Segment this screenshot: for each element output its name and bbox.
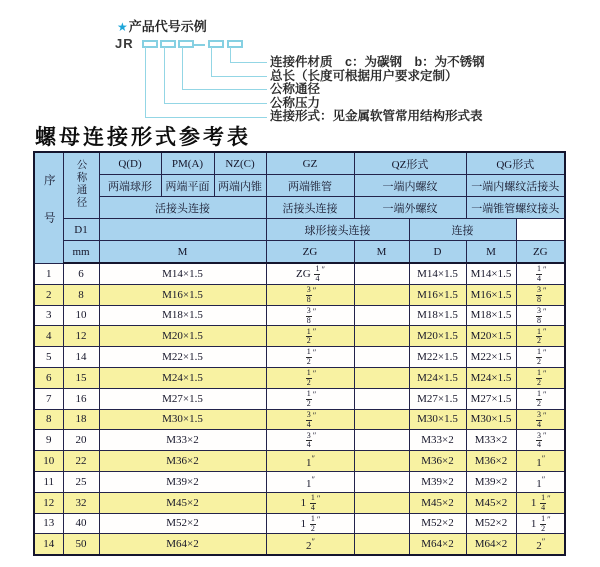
col-subheader-gz: 两端锥管 bbox=[266, 175, 354, 197]
cell-qg_m: M22×1.5 bbox=[466, 347, 516, 368]
header-unit-m-left: M bbox=[99, 241, 266, 264]
cell-qz_m bbox=[354, 284, 409, 305]
table-row bbox=[34, 492, 565, 513]
cell-qz_d: M14×1.5 bbox=[409, 263, 466, 284]
cell-zg: ZG $\frac{1}{4}$ ″ bbox=[266, 263, 354, 284]
col-subheader-q: 两端球形 bbox=[99, 175, 161, 197]
cell-qg_m: M64×2 bbox=[466, 534, 516, 555]
cell-qz_d: M20×1.5 bbox=[409, 326, 466, 347]
cell-qg_m: M14×1.5 bbox=[466, 263, 516, 284]
col-subheader-qz2: 一端外螺纹 bbox=[354, 197, 466, 219]
cell-qg_m: M45×2 bbox=[466, 492, 516, 513]
cell-zg: $\frac{1}{2}$ ″ bbox=[266, 326, 354, 347]
cell-qz_d: M16×1.5 bbox=[409, 284, 466, 305]
cell-dn: 14 bbox=[63, 347, 99, 368]
cell-seq: 8 bbox=[34, 409, 63, 430]
header-row-4 bbox=[34, 219, 565, 241]
cell-qg_zg: $\frac{1}{2}$ ″ bbox=[516, 388, 565, 409]
cell-m: M22×1.5 bbox=[99, 347, 266, 368]
table-row bbox=[34, 430, 565, 451]
cell-m: M30×1.5 bbox=[99, 409, 266, 430]
table-body bbox=[34, 263, 565, 555]
cell-m: M16×1.5 bbox=[99, 284, 266, 305]
cell-qg_m: M30×1.5 bbox=[466, 409, 516, 430]
cell-qz_d: M39×2 bbox=[409, 471, 466, 492]
cell-zg: $\frac{1}{2}$ ″ bbox=[266, 388, 354, 409]
header-qg-connection: 连接 bbox=[409, 219, 516, 241]
cell-qz_d: M64×2 bbox=[409, 534, 466, 555]
cell-qg_zg: 2″ bbox=[516, 534, 565, 555]
table-row bbox=[34, 347, 565, 368]
star-icon: ★ bbox=[117, 20, 128, 34]
cell-qz_d: M18×1.5 bbox=[409, 305, 466, 326]
header-unit-m-qg: M bbox=[466, 241, 516, 264]
connector-line bbox=[164, 103, 267, 104]
cell-qz_m bbox=[354, 305, 409, 326]
col-subheader-pm: 两端平面 bbox=[161, 175, 214, 197]
col-header-qg: QG形式 bbox=[466, 152, 565, 175]
cell-seq: 11 bbox=[34, 471, 63, 492]
table-title: 螺母连接形式参考表 bbox=[35, 124, 251, 149]
cell-qg_zg: $\frac{3}{8}$ ″ bbox=[516, 305, 565, 326]
cell-qg_m: M16×1.5 bbox=[466, 284, 516, 305]
connector-line bbox=[182, 47, 183, 89]
cell-qg_zg: 1″ bbox=[516, 471, 565, 492]
header-unit-d-qz: D bbox=[409, 241, 466, 264]
diagram-label-diameter: 公称通径 bbox=[270, 82, 321, 96]
cell-seq: 10 bbox=[34, 451, 63, 472]
table-row bbox=[34, 513, 565, 534]
cell-dn: 32 bbox=[63, 492, 99, 513]
cell-qg_m: M39×2 bbox=[466, 471, 516, 492]
cell-qz_d: M22×1.5 bbox=[409, 347, 466, 368]
cell-zg: 1″ bbox=[266, 451, 354, 472]
cell-zg: $\frac{3}{8}$ ″ bbox=[266, 284, 354, 305]
cell-qg_zg: 1″ bbox=[516, 451, 565, 472]
cell-dn: 50 bbox=[63, 534, 99, 555]
col-header-nz: NZ(C) bbox=[214, 152, 266, 175]
code-box-2 bbox=[160, 40, 176, 48]
cell-m: M24×1.5 bbox=[99, 367, 266, 388]
cell-qz_d: M33×2 bbox=[409, 430, 466, 451]
cell-qg_zg: $\frac{1}{2}$ ″ bbox=[516, 326, 565, 347]
cell-dn: 10 bbox=[63, 305, 99, 326]
diagram-label-length: 总长（长度可根据用户要求定制） bbox=[270, 69, 458, 83]
cell-zg: $\frac{1}{2}$ ″ bbox=[266, 347, 354, 368]
cell-qz_m bbox=[354, 471, 409, 492]
cell-qg_m: M18×1.5 bbox=[466, 305, 516, 326]
cell-zg: $\frac{3}{4}$ ″ bbox=[266, 409, 354, 430]
diagram-label-connection: 连接形式：见金属软管常用结构形式表 bbox=[270, 109, 483, 123]
col-header-seq bbox=[34, 152, 63, 263]
col-subheader-qz1: 一端内螺纹 bbox=[354, 175, 466, 197]
connector-line bbox=[164, 47, 165, 103]
table-row bbox=[34, 409, 565, 430]
cell-dn: 22 bbox=[63, 451, 99, 472]
header-row-5 bbox=[34, 241, 565, 264]
header-row-2 bbox=[34, 175, 565, 197]
cell-qg_m: M33×2 bbox=[466, 430, 516, 451]
col-subheader-nz: 两端内锥 bbox=[214, 175, 266, 197]
header-unit-zg-qg: ZG bbox=[516, 241, 565, 264]
cell-qz_d: M27×1.5 bbox=[409, 388, 466, 409]
cell-qz_d: M36×2 bbox=[409, 451, 466, 472]
col-header-qz: QZ形式 bbox=[354, 152, 466, 175]
header-unit-zg-gz: ZG bbox=[266, 241, 354, 264]
cell-seq: 14 bbox=[34, 534, 63, 555]
cell-zg: $\frac{1}{2}$ ″ bbox=[266, 367, 354, 388]
col-subheader-qg1: 一端内螺纹活接头 bbox=[466, 175, 565, 197]
cell-zg: 1 $\frac{1}{2}$ ″ bbox=[266, 513, 354, 534]
connector-line bbox=[211, 47, 212, 76]
cell-m: M14×1.5 bbox=[99, 263, 266, 284]
cell-qz_m bbox=[354, 326, 409, 347]
cell-qg_zg: $\frac{1}{2}$ ″ bbox=[516, 367, 565, 388]
header-blank-left bbox=[99, 219, 266, 241]
cell-seq: 13 bbox=[34, 513, 63, 534]
cell-qg_m: M20×1.5 bbox=[466, 326, 516, 347]
table-row bbox=[34, 305, 565, 326]
cell-qg_zg: $\frac{1}{2}$ ″ bbox=[516, 347, 565, 368]
cell-seq: 12 bbox=[34, 492, 63, 513]
header-row-1 bbox=[34, 152, 565, 175]
diagram-title-text: 产品代号示例 bbox=[128, 19, 207, 34]
cell-qg_zg: $\frac{3}{8}$ ″ bbox=[516, 284, 565, 305]
cell-m: M27×1.5 bbox=[99, 388, 266, 409]
diagram-label-material: 连接件材质 c：为碳钢 b：为不锈钢 bbox=[270, 55, 485, 69]
table-row bbox=[34, 326, 565, 347]
header-gz-connection: 活接头连接 bbox=[266, 197, 354, 219]
cell-qz_m bbox=[354, 388, 409, 409]
connector-line bbox=[182, 89, 267, 90]
table-row bbox=[34, 451, 565, 472]
cell-zg: 1 $\frac{1}{4}$ ″ bbox=[266, 492, 354, 513]
col-subheader-qg2: 一端锥管螺纹接头 bbox=[466, 197, 565, 219]
cell-qg_zg: $\frac{3}{4}$ ″ bbox=[516, 430, 565, 451]
cell-dn: 6 bbox=[63, 263, 99, 284]
cell-dn: 40 bbox=[63, 513, 99, 534]
cell-m: M33×2 bbox=[99, 430, 266, 451]
col-header-gz: GZ bbox=[266, 152, 354, 175]
cell-qz_d: M45×2 bbox=[409, 492, 466, 513]
cell-dn: 15 bbox=[63, 367, 99, 388]
cell-m: M45×2 bbox=[99, 492, 266, 513]
cell-m: M20×1.5 bbox=[99, 326, 266, 347]
cell-m: M52×2 bbox=[99, 513, 266, 534]
cell-dn: 16 bbox=[63, 388, 99, 409]
cell-zg: $\frac{3}{4}$ ″ bbox=[266, 430, 354, 451]
cell-dn: 12 bbox=[63, 326, 99, 347]
diagram-label-pressure: 公称压力 bbox=[270, 96, 321, 110]
cell-qg_m: M27×1.5 bbox=[466, 388, 516, 409]
connector-line bbox=[145, 117, 267, 118]
cell-qg_zg: $\frac{3}{4}$ ″ bbox=[516, 409, 565, 430]
col-header-pm: PM(A) bbox=[161, 152, 214, 175]
diagram-title bbox=[117, 16, 207, 35]
cell-seq: 6 bbox=[34, 367, 63, 388]
header-mm: mm bbox=[63, 241, 99, 264]
cell-qg_zg: 1 $\frac{1}{2}$ ″ bbox=[516, 513, 565, 534]
cell-qg_m: M52×2 bbox=[466, 513, 516, 534]
col-header-q: Q(D) bbox=[99, 152, 161, 175]
cell-qz_m bbox=[354, 430, 409, 451]
cell-qg_zg: $\frac{1}{4}$ ″ bbox=[516, 263, 565, 284]
header-unit-m-qz: M bbox=[354, 241, 409, 264]
col-header-dn bbox=[63, 152, 99, 219]
cell-seq: 2 bbox=[34, 284, 63, 305]
cell-dn: 25 bbox=[63, 471, 99, 492]
cell-qz_d: M30×1.5 bbox=[409, 409, 466, 430]
cell-dn: 18 bbox=[63, 409, 99, 430]
header-left-connection: 活接头连接 bbox=[99, 197, 266, 219]
cell-qg_m: M36×2 bbox=[466, 451, 516, 472]
cell-seq: 3 bbox=[34, 305, 63, 326]
header-qz-connection: 球形接头连接 bbox=[266, 219, 409, 241]
cell-qg_zg: 1 $\frac{1}{4}$ ″ bbox=[516, 492, 565, 513]
cell-m: M39×2 bbox=[99, 471, 266, 492]
cell-m: M64×2 bbox=[99, 534, 266, 555]
cell-qz_m bbox=[354, 534, 409, 555]
cell-zg: $\frac{3}{8}$ ″ bbox=[266, 305, 354, 326]
cell-qg_m: M24×1.5 bbox=[466, 367, 516, 388]
cell-seq: 7 bbox=[34, 388, 63, 409]
header-row-3 bbox=[34, 197, 565, 219]
table-row bbox=[34, 534, 565, 555]
cell-dn: 8 bbox=[63, 284, 99, 305]
code-prefix: JR bbox=[115, 36, 134, 51]
table-row bbox=[34, 284, 565, 305]
cell-qz_m bbox=[354, 492, 409, 513]
header-d1: D1 bbox=[63, 219, 99, 241]
table-row bbox=[34, 471, 565, 492]
nut-connection-reference-table bbox=[33, 151, 566, 556]
connector-line bbox=[211, 76, 267, 77]
col-header-seq-label: 序号 bbox=[42, 173, 55, 249]
cell-m: M36×2 bbox=[99, 451, 266, 472]
cell-seq: 5 bbox=[34, 347, 63, 368]
connector-line bbox=[230, 62, 267, 63]
connector-line bbox=[230, 47, 231, 62]
cell-zg: 2″ bbox=[266, 534, 354, 555]
cell-m: M18×1.5 bbox=[99, 305, 266, 326]
cell-seq: 4 bbox=[34, 326, 63, 347]
cell-seq: 9 bbox=[34, 430, 63, 451]
code-dash bbox=[194, 44, 205, 46]
cell-qz_m bbox=[354, 347, 409, 368]
cell-qz_m bbox=[354, 513, 409, 534]
cell-qz_m bbox=[354, 451, 409, 472]
table-row bbox=[34, 388, 565, 409]
cell-qz_m bbox=[354, 263, 409, 284]
cell-qz_d: M52×2 bbox=[409, 513, 466, 534]
cell-dn: 20 bbox=[63, 430, 99, 451]
cell-qz_m bbox=[354, 409, 409, 430]
table-row bbox=[34, 367, 565, 388]
cell-zg: 1″ bbox=[266, 471, 354, 492]
connector-line bbox=[145, 47, 146, 117]
table-row bbox=[34, 263, 565, 284]
cell-qz_d: M24×1.5 bbox=[409, 367, 466, 388]
cell-qz_m bbox=[354, 367, 409, 388]
cell-seq: 1 bbox=[34, 263, 63, 284]
code-box-3 bbox=[178, 40, 194, 48]
col-header-dn-label: 公称通径 bbox=[75, 159, 87, 209]
